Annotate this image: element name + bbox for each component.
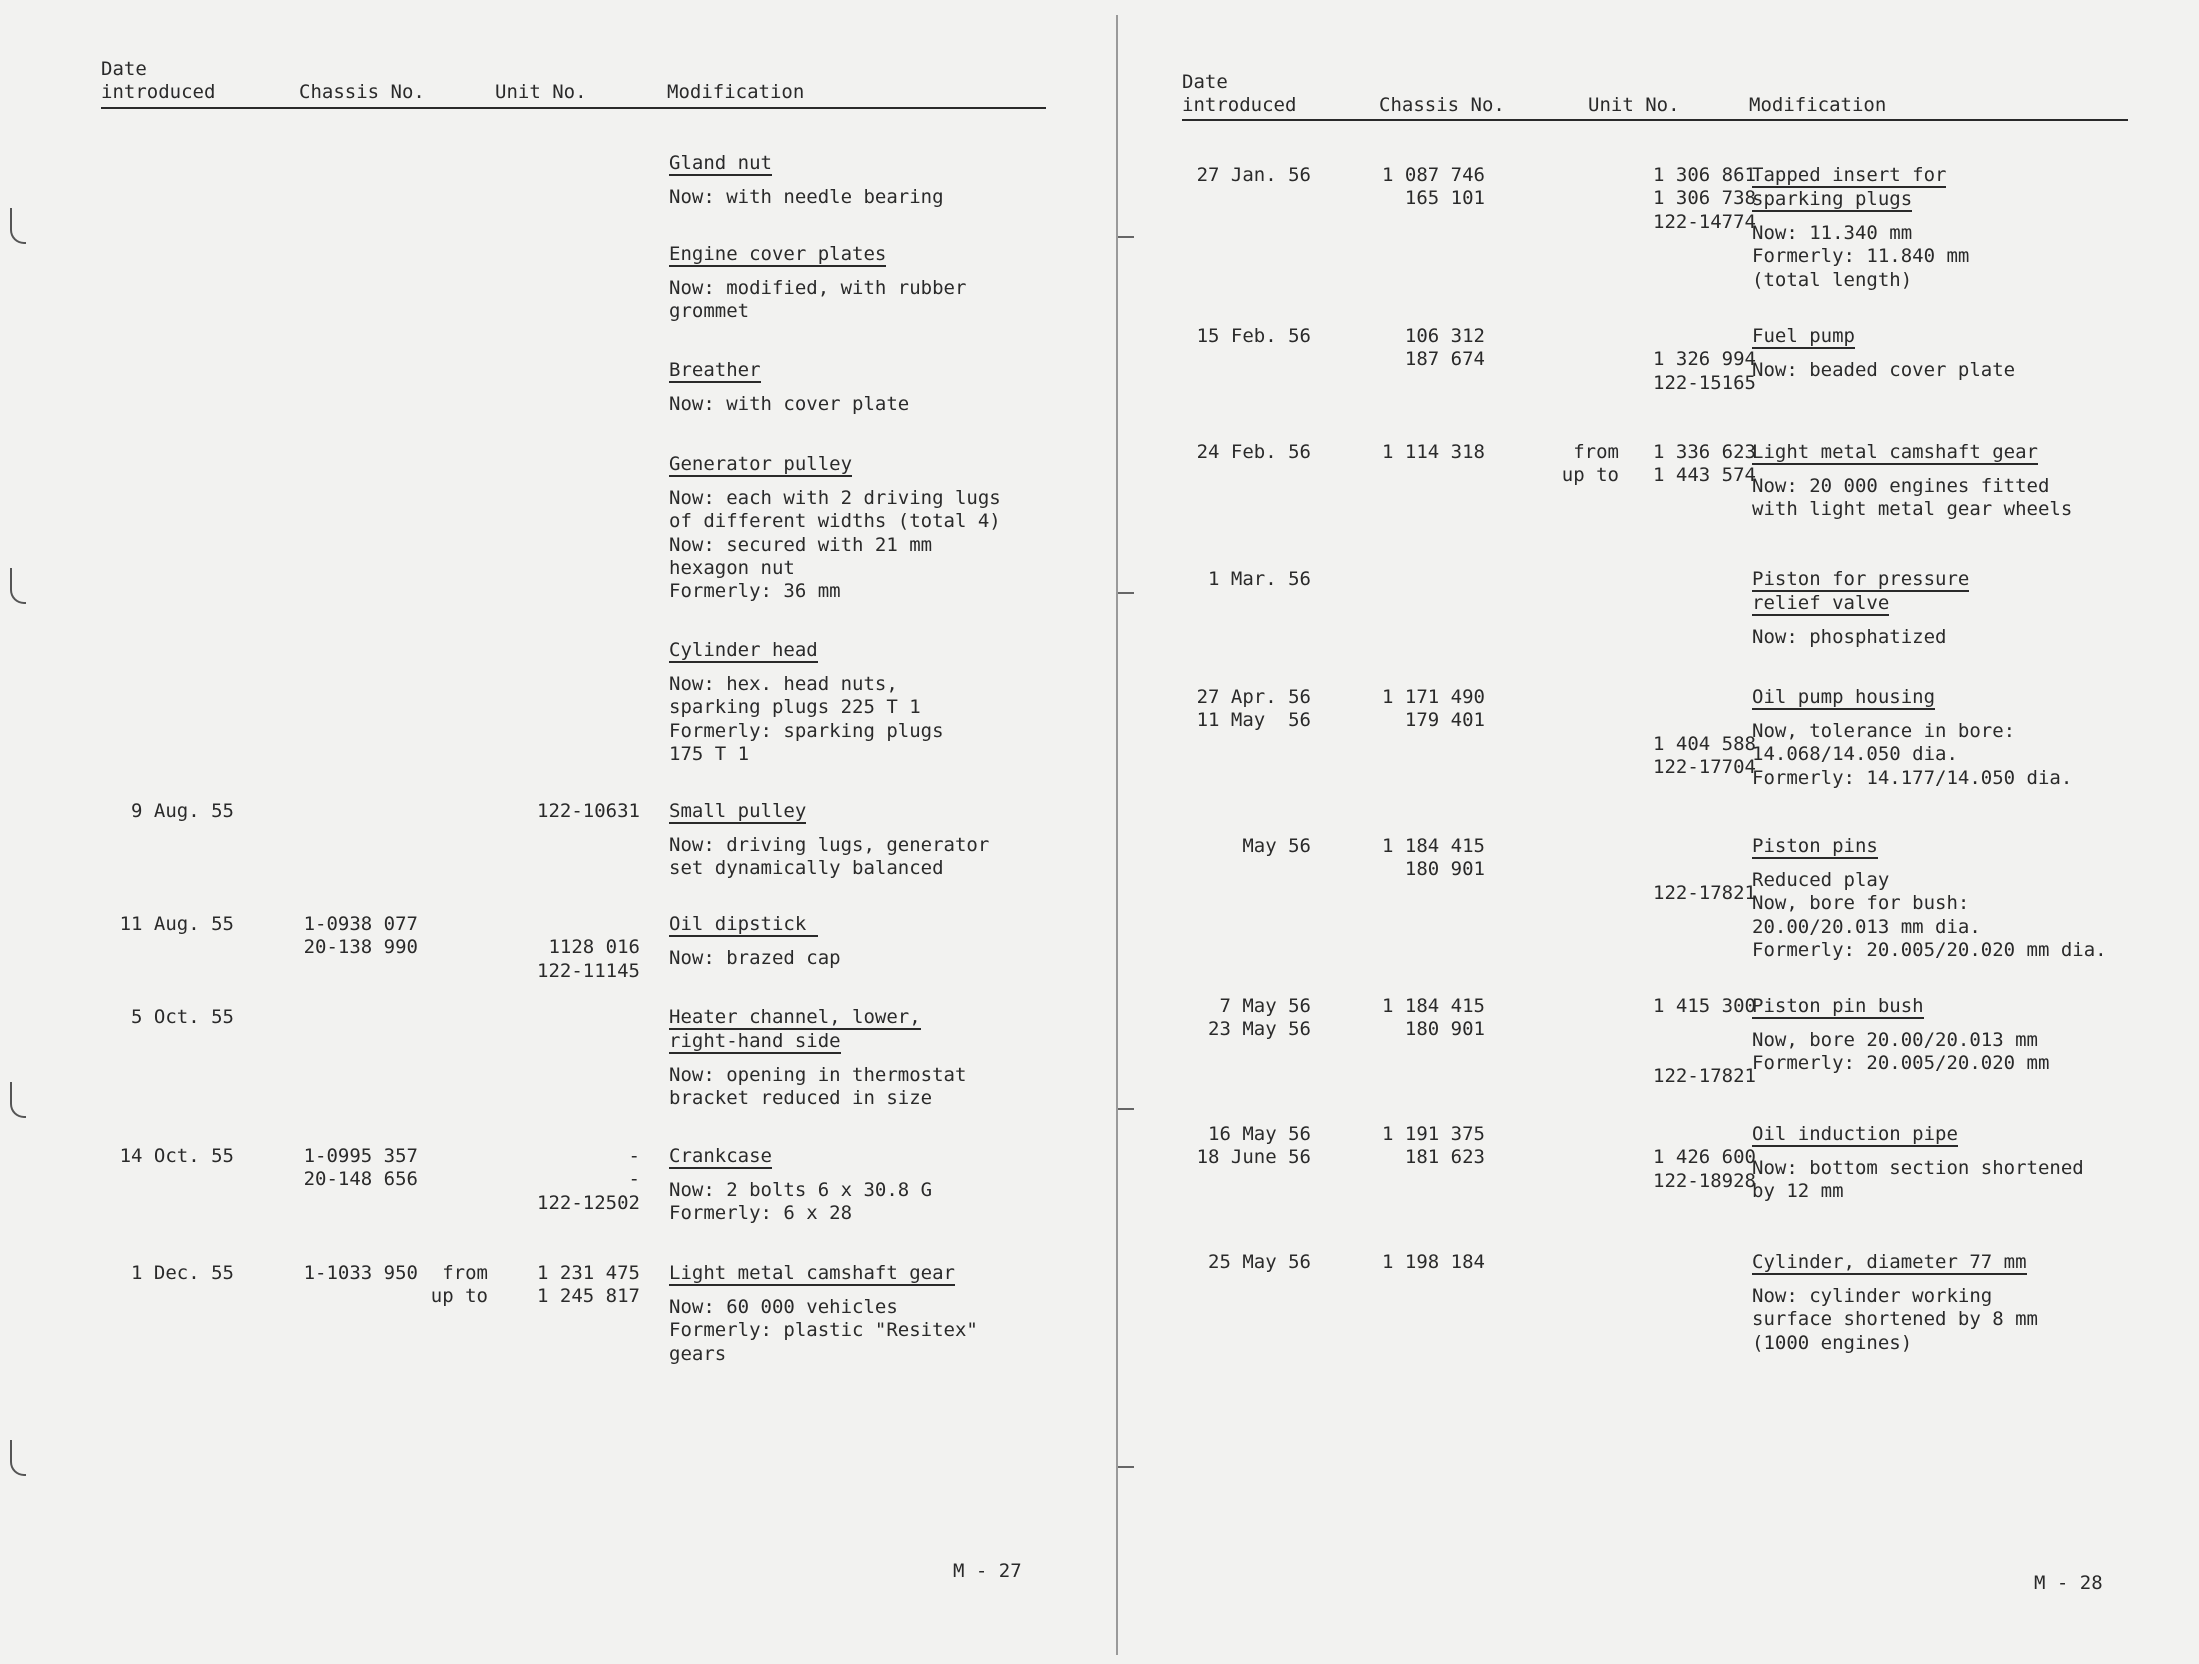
modification-text: Now, tolerance in bore: 14.068/14.050 dia. Formerly: 14.177/14.050 dia. [1752, 720, 2073, 789]
modification-title: Cylinder, diameter 77 mm [1752, 1251, 2027, 1273]
modification-text: Now: cylinder working surface shortened by 8 mm (1000 engines) [1752, 1285, 2038, 1354]
date-introduced: 7 May 56 23 May 56 [1208, 995, 1311, 1041]
margin-tick [1118, 1108, 1134, 1110]
modification-title: Oil induction pipe [1752, 1123, 1958, 1145]
modification-title-line [1752, 835, 2107, 859]
modification-text: Now: with needle bearing [669, 186, 944, 208]
modification-title: Fuel pump [1752, 325, 1855, 347]
modification-title: Breather [669, 359, 761, 381]
modification-title: Piston pins [1752, 835, 1878, 857]
modification [669, 243, 966, 324]
modification-text: Now: with cover plate [669, 393, 910, 415]
page-number: M - 28 [2034, 1572, 2103, 1594]
date-introduced: 1 Dec. 55 [131, 1262, 234, 1284]
header-modification: Modification [667, 81, 805, 103]
unit-number: 1 231 475 1 245 817 [537, 1262, 640, 1308]
modification-title-line [669, 639, 944, 663]
modification [669, 1006, 966, 1111]
header-modification: Modification [1749, 94, 1887, 116]
binding-mark [10, 568, 26, 604]
header-chassis: Chassis No. [299, 81, 425, 103]
modification [669, 913, 841, 970]
modification-title: Engine cover plates [669, 243, 887, 265]
modification-title: Oil pump housing [1752, 686, 1936, 708]
modification-title-line [669, 1262, 978, 1286]
modification [1752, 164, 1969, 292]
modification-text: Reduced play Now, bore for bush: 20.00/20.013 mm dia. Formerly: 20.005/20.020 mm dia. [1752, 869, 2107, 961]
modification-title: Oil dipstick [669, 913, 818, 935]
modification-title: Piston for pressure [1752, 568, 1970, 590]
modification-title: Heater channel, lower, [669, 1006, 921, 1028]
unit-number: 122-10631 [537, 800, 640, 822]
modification-title-line [669, 1006, 966, 1030]
modification-title-line [1752, 441, 2072, 465]
modification [669, 359, 909, 416]
modification-title-line [1752, 325, 2015, 349]
binding-mark [10, 1440, 26, 1476]
modification-text: Now: phosphatized [1752, 626, 1947, 648]
unit-range-prefix: from up to [1561, 441, 1619, 487]
header-date-line-1: Date [1182, 71, 1228, 93]
modification-title-line [1752, 592, 1969, 616]
modification-title: Cylinder head [669, 639, 818, 661]
modification-text: Now, bore 20.00/20.013 mm Formerly: 20.005/20.020 mm [1752, 1029, 2050, 1075]
modification-title-line [1752, 1123, 2084, 1147]
date-introduced: 16 May 56 18 June 56 [1196, 1123, 1311, 1169]
modification-text: Now: opening in thermostat bracket reduced in size [669, 1064, 967, 1110]
binding-mark [10, 1082, 26, 1118]
modification-title-line [1752, 164, 1969, 188]
modification-title: Light metal camshaft gear [1752, 441, 2038, 463]
unit-number: 1 336 623 1 443 574 [1653, 441, 1756, 487]
modification-text: Now: bottom section shortened by 12 mm [1752, 1157, 2084, 1203]
modification-title: Piston pin bush [1752, 995, 1924, 1017]
header-date-line-2: introduced [101, 81, 216, 103]
modification-text: Now: brazed cap [669, 947, 841, 969]
modification [669, 152, 944, 209]
modification [669, 1145, 932, 1226]
modification [669, 453, 1001, 603]
right-page [1118, 0, 2199, 1664]
modification-title-line [669, 913, 841, 937]
modification-title-line [1752, 188, 1969, 212]
modification-title: relief valve [1752, 592, 1890, 614]
unit-range-prefix: from up to [430, 1262, 488, 1308]
date-introduced: 27 Apr. 56 11 May 56 [1196, 686, 1311, 732]
modification-title-line [1752, 686, 2072, 710]
page-number: M - 27 [953, 1560, 1022, 1582]
header-unit: Unit No. [1588, 94, 1680, 116]
modification-text: Now: 2 bolts 6 x 30.8 G Formerly: 6 x 28 [669, 1179, 933, 1225]
modification-title: right-hand side [669, 1030, 841, 1052]
modification-title: Gland nut [669, 152, 772, 174]
chassis-number: 1 198 184 [1382, 1251, 1485, 1273]
date-introduced: 9 Aug. 55 [131, 800, 234, 822]
modification [1752, 325, 2015, 382]
modification-title-line [669, 152, 944, 176]
chassis-number: 1 087 746 165 101 [1382, 164, 1485, 210]
modification-title-line [669, 1030, 966, 1054]
unit-number: 1 426 600 122-18928 [1653, 1146, 1756, 1192]
header-chassis: Chassis No. [1379, 94, 1505, 116]
modification-text: Now: modified, with rubber grommet [669, 277, 967, 323]
date-introduced: May 56 [1242, 835, 1311, 857]
binding-mark [10, 208, 26, 244]
modification-text: Now: beaded cover plate [1752, 359, 2016, 381]
date-introduced: 1 Mar. 56 [1208, 568, 1311, 590]
modification [1752, 686, 2072, 790]
date-introduced: 24 Feb. 56 [1196, 441, 1311, 463]
modification [1752, 1251, 2038, 1355]
chassis-number: 1 184 415 180 901 [1382, 995, 1485, 1041]
modification [669, 639, 944, 766]
modification-text: Now: 60 000 vehicles Formerly: plastic "Resitex" gears [669, 1296, 978, 1365]
modification-title-line [669, 1145, 932, 1169]
chassis-number: 1-0995 357 20-148 656 [303, 1145, 418, 1191]
chassis-number: 1 171 490 179 401 [1382, 686, 1485, 732]
modification-title-line [669, 453, 1001, 477]
header-date-line-1: Date [101, 58, 147, 80]
date-introduced: 25 May 56 [1208, 1251, 1311, 1273]
date-introduced: 27 Jan. 56 [1196, 164, 1311, 186]
modification-text: Now: 11.340 mm Formerly: 11.840 mm (total length) [1752, 222, 1970, 291]
unit-number: 1 404 588 122-17704 [1653, 732, 1756, 778]
modification-title-line [1752, 568, 1969, 592]
margin-tick [1118, 592, 1134, 594]
chassis-number: 1 114 318 [1382, 441, 1485, 463]
margin-tick [1118, 236, 1134, 238]
modification-text: Now: hex. head nuts, sparking plugs 225 T 1 Formerly: sparking plugs 175 T 1 [669, 673, 944, 765]
header-date [101, 58, 215, 104]
unit-number: 1 306 861 1 306 738 122-14774 [1653, 164, 1756, 233]
modification [1752, 995, 2049, 1076]
header-date [1182, 71, 1296, 117]
modification-title-line [669, 243, 966, 267]
modification-title: sparking plugs [1752, 188, 1913, 210]
modification-title-line [669, 800, 989, 824]
modification-title: Small pulley [669, 800, 807, 822]
unit-number: 1 326 994 122-15165 [1653, 348, 1756, 394]
modification-title: Light metal camshaft gear [669, 1262, 955, 1284]
chassis-number: 1 184 415 180 901 [1382, 835, 1485, 881]
header-date-line-2: introduced [1182, 94, 1297, 116]
unit-number: 1128 016 122-11145 [537, 936, 640, 982]
date-introduced: 15 Feb. 56 [1196, 325, 1311, 347]
modification-title-line [1752, 1251, 2038, 1275]
modification-text: Now: driving lugs, generator set dynamically balanced [669, 834, 990, 880]
date-introduced: 14 Oct. 55 [119, 1145, 234, 1167]
chassis-number: 1-0938 077 20-138 990 [303, 913, 418, 959]
modification-title-line [669, 359, 909, 383]
modification-title: Crankcase [669, 1145, 772, 1167]
chassis-number: 106 312 187 674 [1404, 325, 1485, 371]
unit-number: - - 122-12502 [537, 1145, 640, 1214]
modification-title: Tapped insert for [1752, 164, 1947, 186]
date-introduced: 5 Oct. 55 [131, 1006, 234, 1028]
unit-number: 1 415 300 122-17821 [1653, 995, 1756, 1087]
modification [669, 1262, 978, 1366]
chassis-number: 1 191 375 181 623 [1382, 1123, 1485, 1169]
header-rule [1182, 119, 2128, 121]
modification-title-line [1752, 995, 2049, 1019]
modification-text: Now: each with 2 driving lugs of different widths (total 4) Now: secured with 21 mm hexagon nut Formerly: 36 mm [669, 487, 1001, 603]
modification-title: Generator pulley [669, 453, 853, 475]
margin-tick [1118, 1466, 1134, 1468]
modification [1752, 568, 1969, 649]
header-rule [101, 107, 1046, 109]
modification [669, 800, 989, 881]
unit-number: 122-17821 [1653, 881, 1756, 904]
chassis-number: 1-1033 950 [303, 1262, 418, 1284]
modification [1752, 835, 2107, 962]
modification-text: Now: 20 000 engines fitted with light metal gear wheels [1752, 475, 2073, 521]
modification [1752, 1123, 2084, 1204]
header-unit: Unit No. [495, 81, 587, 103]
date-introduced: 11 Aug. 55 [119, 913, 234, 935]
modification [1752, 441, 2072, 522]
